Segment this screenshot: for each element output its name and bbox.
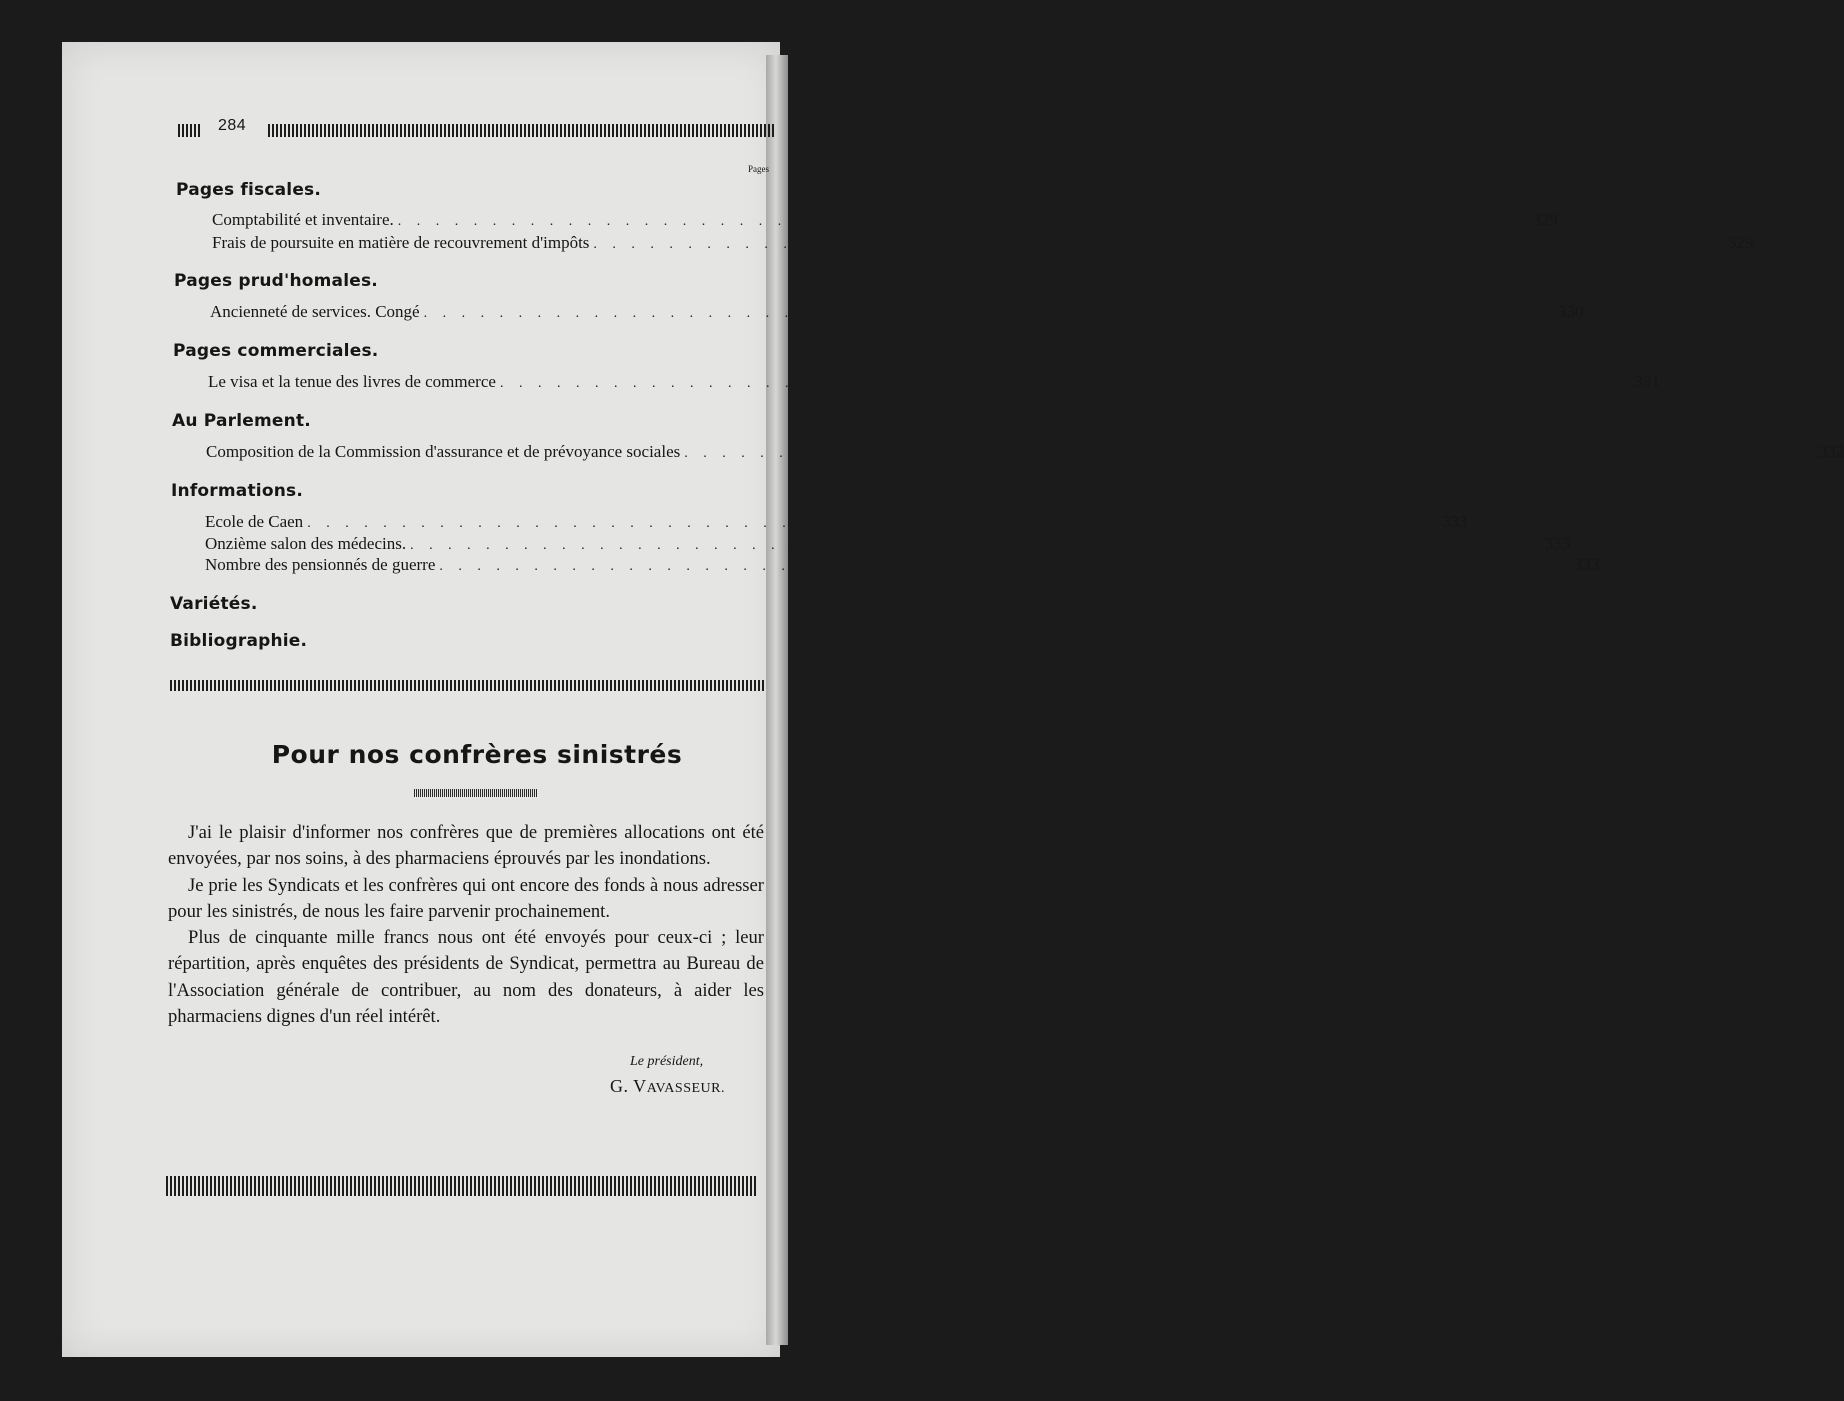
toc-entry-text: Ancienneté de services. Congé <box>210 302 420 321</box>
toc-entry-text: Ecole de Caen <box>205 512 304 531</box>
leader-dots: . . . . . . . . . . . . . . . . . . . . . . . . . . . . . . . . . . . . . . . . . . . . . . . . . . . . . . . . . . . . <box>684 446 1815 461</box>
notice-paragraph: Je prie les Syndicats et les confrères qui ont encore des fonds à nous adresser pour les sinistrés, de nous les faire parvenir prochainement. <box>168 874 764 922</box>
header-ornament-left <box>178 124 202 137</box>
signature-surname: AVASSEUR. <box>646 1081 725 1096</box>
page-number: 284 <box>218 117 247 134</box>
section-title-pages-commerciales: Pages commerciales. <box>173 341 379 361</box>
signature-name <box>610 1076 725 1097</box>
toc-entry <box>205 555 1600 575</box>
toc-entry-text: Comptabilité et inventaire. <box>212 210 394 229</box>
toc-entry-page: 331 <box>1634 372 1660 391</box>
toc-entry-page: 330 <box>1558 302 1584 321</box>
notice-paragraph: Plus de cinquante mille francs nous ont été envoyés pour ceux-ci ; leur répartition, après enquêtes des présidents de Syndicat, permettra au Bureau de l'Association générale de contribuer, au nom des donateurs, à aider les pharmaciens dignes d'un réel intérêt. <box>168 927 764 1028</box>
leader-dots: . . . . . . . . . . . . . . . . . . . . . . . . . . . . . . . . . . . . . . . . . . . . . . . . . . . . . . . . . . . . <box>307 516 1438 531</box>
header-ornament-right <box>268 124 774 137</box>
leader-dots: . . . . . . . . . . . . . . . . . . . . . . . . . . . . . . . . . . . . . . . . . . . . . . . . . . . . . . . . . . . . <box>439 559 1570 574</box>
leader-dots: . . . . . . . . . . . . . . . . . . . . . . . . . . . . . . . . . . . . . . . . . . . . . . . . . . . . . . . . . . . . <box>397 214 1529 229</box>
toc-entry <box>206 442 1844 462</box>
toc-entry <box>212 210 1558 230</box>
section-separator-rule <box>170 680 766 691</box>
toc-entry-text: Le visa et la tenue des livres de commerce <box>208 372 496 391</box>
toc-entry-page: 329 <box>1727 233 1754 252</box>
toc-entry-text: Composition de la Commission d'assurance et de prévoyance sociales <box>206 442 681 461</box>
notice-title: Pour nos confrères sinistrés <box>271 740 683 769</box>
bottom-ornament-rule <box>166 1176 758 1196</box>
toc-entry-text: Onzième salon des médecins. <box>205 534 407 553</box>
leader-dots: . . . . . . . . . . . . . . . . . . . . . . . . . . . . . . . . . . . . . . . . . . . . . . . . . . . . . . . . . . . . <box>499 376 1631 391</box>
toc-entry-text: Frais de poursuite en matière de recouvrement d'impôts <box>212 233 590 252</box>
toc-entry <box>205 512 1468 532</box>
signature-role: Le président, <box>630 1054 704 1069</box>
toc-entry-page: 333 <box>1544 534 1571 553</box>
toc-entry-page: 333 <box>1573 555 1600 574</box>
leader-dots: . . . . . . . . . . . . . . . . . . . . . . . . . . . . . . . . . . . . . . . . . . . . . . . . . . . . . . . . . . . . <box>410 538 1541 553</box>
notice-body <box>168 820 764 1030</box>
section-title-au-parlement: Au Parlement. <box>172 411 311 431</box>
signature-initial: G. V <box>610 1076 647 1096</box>
pages-column-label: Pages <box>748 164 769 174</box>
section-title-pages-fiscales: Pages fiscales. <box>176 180 322 200</box>
toc-entry <box>212 233 1754 253</box>
section-title-varietes: Variétés. <box>170 594 258 614</box>
section-title-pages-prudhomales: Pages prud'homales. <box>174 271 378 291</box>
toc-entry-text: Nombre des pensionnés de guerre <box>205 555 436 574</box>
toc-entry-page: 329 <box>1532 210 1558 229</box>
toc-entry <box>208 372 1660 392</box>
toc-entry-page: 333 <box>1441 512 1468 531</box>
toc-entry-page: 332 <box>1818 442 1844 461</box>
toc-entry <box>205 534 1571 554</box>
section-title-bibliographie: Bibliographie. <box>170 631 308 651</box>
section-title-informations: Informations. <box>171 481 303 501</box>
leader-dots: . . . . . . . . . . . . . . . . . . . . . . . . . . . . . . . . . . . . . . . . . . . . . . . . . . . . . . . . . . . . <box>423 306 1555 321</box>
leader-dots: . . . . . . . . . . . . . . . . . . . . . . . . . . . . . . . . . . . . . . . . . . . . . . . . . . . . . . . . . . . . <box>593 237 1724 252</box>
toc-entry <box>210 302 1584 322</box>
notice-paragraph: J'ai le plaisir d'informer nos confrères que de premières allocations ont été envoyées, par nos soins, à des pharmaciens éprouvés par les inondations. <box>168 822 764 870</box>
title-underline-ornament <box>414 789 538 797</box>
